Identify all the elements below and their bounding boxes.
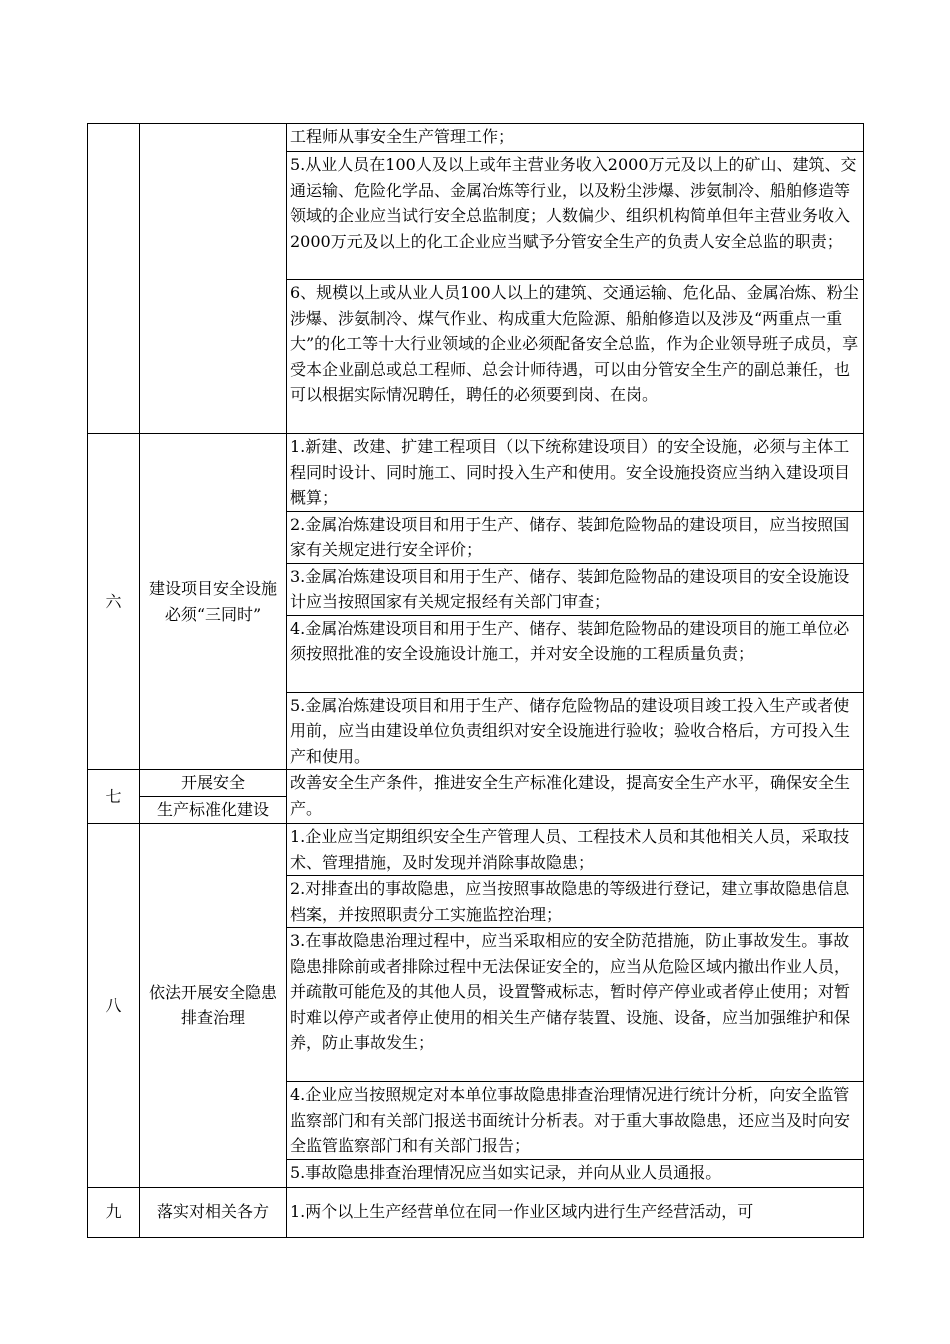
content-cell: 3.金属冶炼建设项目和用于生产、储存、装卸危险物品的建设项目的安全设施设计应当按照国家有关规定报经有关部门审查； (287, 563, 864, 615)
content-cell: 1.新建、改建、扩建工程项目（以下统称建设项目）的安全设施，必须与主体工程同时设计、同时施工、同时投入生产和使用。安全设施投资应当纳入建设项目概算； (287, 434, 864, 512)
content-cell: 1.企业应当定期组织安全生产管理人员、工程技术人员和其他相关人员，采取技术、管理措施，及时发现并消除事故隐患； (287, 824, 864, 876)
content-cell: 1.两个以上生产经营单位在同一作业区域内进行生产经营活动，可 (287, 1187, 864, 1237)
content-cell: 2.金属冶炼建设项目和用于生产、储存、装卸危险物品的建设项目，应当按照国家有关规定进行安全评价； (287, 511, 864, 563)
content-cell: 5.金属冶炼建设项目和用于生产、储存危险物品的建设项目竣工投入生产或者使用前，应当由建设单位负责组织对安全设施进行验收；验收合格后，方可投入生产和使用。 (287, 692, 864, 770)
section-number: 六 (88, 434, 140, 770)
content-cell: 6、规模以上或从业人员100人以上的建筑、交通运输、危化品、金属冶炼、粉尘涉爆、涉氨制冷、煤气作业、构成重大危险源、船舶修造以及涉及“两重点一重大”的化工等十大行业领域的企业必须配备安全总监，作为企业领导班子成员，享受本企业副总或总工程师、总会计师待遇，可以由分管安全生产的副总兼任，也可以根据实际情况聘任，聘任的必须要到岗、在岗。 (287, 280, 864, 434)
number-cell-empty (88, 124, 140, 434)
title-cell-empty (140, 124, 287, 434)
section-title: 依法开展安全隐患排查治理 (140, 824, 287, 1188)
content-cell: 4.金属冶炼建设项目和用于生产、储存、装卸危险物品的建设项目的施工单位必须按照批准的安全设施设计施工，并对安全设施的工程质量负责； (287, 615, 864, 692)
content-cell: 工程师从事安全生产管理工作； (287, 124, 864, 152)
table-row (88, 434, 864, 512)
table-row (88, 1187, 864, 1237)
safety-requirements-table (87, 123, 864, 1238)
section-title-line2: 生产标准化建设 (140, 797, 287, 824)
section-number: 九 (88, 1187, 140, 1237)
section-title: 建设项目安全设施必须“三同时” (140, 434, 287, 770)
table-row (88, 824, 864, 876)
section-number: 七 (88, 770, 140, 824)
content-cell: 4.企业应当按照规定对本单位事故隐患排查治理情况进行统计分析，向安全监管监察部门和有关部门报送书面统计分析表。对于重大事故隐患，还应当及时向安全监管监察部门和有关部门报告； (287, 1082, 864, 1160)
content-cell: 5.从业人员在100人及以上或年主营业务收入2000万元及以上的矿山、建筑、交通运输、危险化学品、金属冶炼等行业，以及粉尘涉爆、涉氨制冷、船舶修造等领域的企业应当试行安全总监制度；人数偏少、组织机构简单但年主营业务收入2000万元及以上的化工企业应当赋予分管安全生产的负责人安全总监的职责； (287, 152, 864, 280)
content-cell: 2.对排查出的事故隐患，应当按照事故隐患的等级进行登记，建立事故隐患信息档案，并按照职责分工实施监控治理； (287, 876, 864, 928)
content-cell: 5.事故隐患排查治理情况应当如实记录，并向从业人员通报。 (287, 1159, 864, 1187)
content-cell: 改善安全生产条件，推进安全生产标准化建设，提高安全生产水平，确保安全生产。 (287, 770, 864, 824)
content-cell: 3.在事故隐患治理过程中，应当采取相应的安全防范措施，防止事故发生。事故隐患排除前或者排除过程中无法保证安全的，应当从危险区域内撤出作业人员，并疏散可能危及的其他人员，设置警戒标志，暂时停产停业或者停止使用；对暂时难以停产或者停止使用的相关生产储存装置、设施、设备，应当加强维护和保养，防止事故发生； (287, 928, 864, 1082)
section-number: 八 (88, 824, 140, 1188)
section-title-line1: 开展安全 (140, 770, 287, 797)
table-row (88, 770, 864, 797)
section-title: 落实对相关各方 (140, 1187, 287, 1237)
table-row (88, 124, 864, 152)
